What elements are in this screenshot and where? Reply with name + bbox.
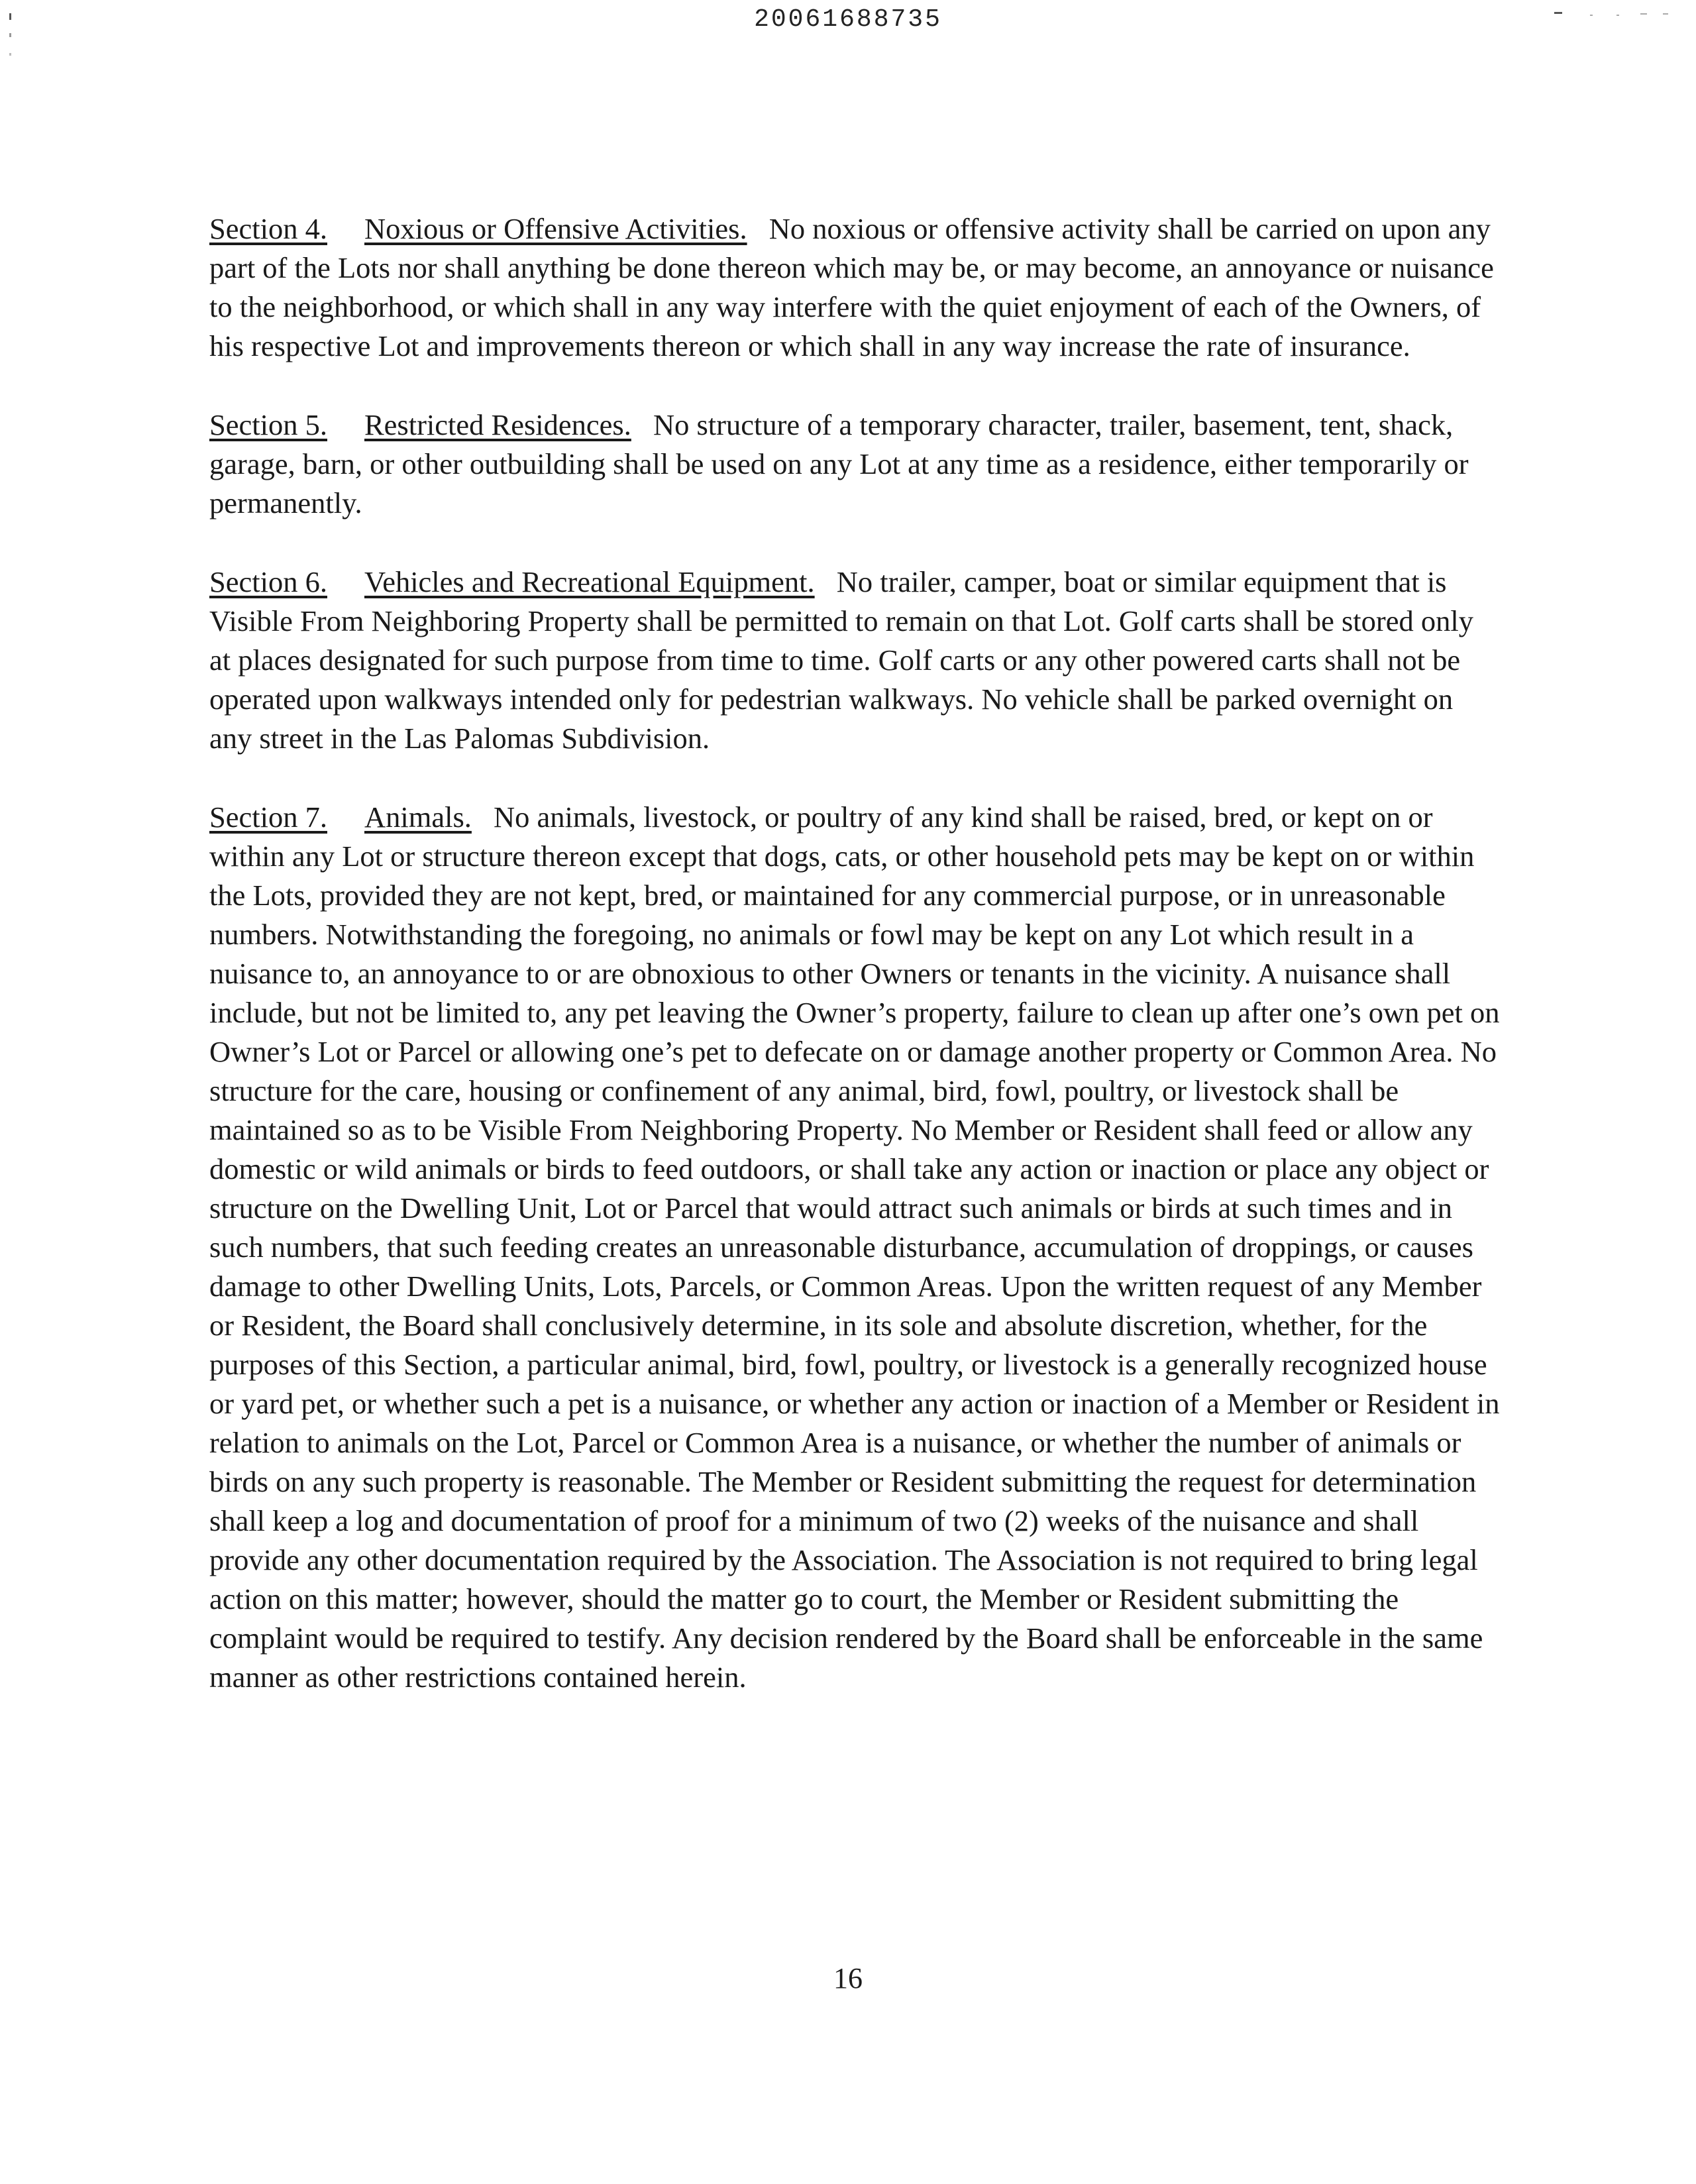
- scan-artifact: [9, 33, 11, 37]
- scan-artifact: [1554, 12, 1562, 14]
- document-number: 20061688735: [754, 5, 942, 34]
- section-number: Section 5.: [209, 408, 327, 441]
- scan-artifact: [9, 53, 11, 56]
- section-text: No structure of a temporary character, trailer, basement, tent, shack, garage, barn, or other outbuilding shall be used on any Lot at any time as a residence, either temporarily or permanently.: [209, 408, 1469, 519]
- document-body: [209, 209, 1501, 1737]
- section-text: No trailer, camper, boat or similar equipment that is Visible From Neighboring Property shall be permitted to remain on that Lot. Golf carts shall be stored only at places designated for such purpose from time to time. Golf carts or any other powered carts shall not be operated upon walkways intended only for pedestrian walkways. No vehicle shall be parked overnight on any street in the Las Palomas Subdivision.: [209, 565, 1473, 755]
- section-6: [209, 563, 1501, 758]
- section-number: Section 6.: [209, 565, 327, 598]
- section-title: Noxious or Offensive Activities.: [364, 212, 747, 245]
- scan-artifact: [1640, 13, 1647, 15]
- section-number: Section 7.: [209, 800, 327, 834]
- scan-artifact: [1663, 13, 1668, 15]
- section-text: No animals, livestock, or poultry of any kind shall be raised, bred, or kept on or within any Lot or structure thereon except that dogs, cats, or other household pets may be kept on or within the Lots, provided they are not kept, bred, or maintained for any commercial purpose, or in unreasonable numbers. Notwithstanding the foregoing, no animals or fowl may be kept on any Lot which result in a nuisance to, an annoyance to or are obnoxious to other Owners or tenants in the vicinity. A nuisance shall include, but not be limited to, any pet leaving the Owner’s property, failure to clean up after one’s own pet on Owner’s Lot or Parcel or allowing one’s pet to defecate on or damage another property or Common Area. No structure for the care, housing or confinement of any animal, bird, fowl, poultry, or livestock shall be maintained so as to be Visible From Neighboring Property. No Member or Resident shall feed or allow any domestic or wild animals or birds to feed outdoors, or shall take any action or inaction or place any object or structure on the Dwelling Unit, Lot or Parcel that would attract such animals or birds at such times and in such numbers, that such feeding creates an unreasonable disturbance, accumulation of droppings, or causes damage to other Dwelling Units, Lots, Parcels, or Common Areas. Upon the written request of any Member or Resident, the Board shall conclusively determine, in its sole and absolute discretion, whether, for the purposes of this Section, a particular animal, bird, fowl, poultry, or livestock is a generally recognized house or yard pet, or whether such a pet is a nuisance, or whether any action or inaction of a Member or Resident in relation to animals on the Lot, Parcel or Common Area is a nuisance, or whether the number of animals or birds on any such property is reasonable. The Member or Resident submitting the request for determination shall keep a log and documentation of proof for a minimum of two (2) weeks of the nuisance and shall provide any other documentation required by the Association. The Association is not required to bring legal action on this matter; however, should the matter go to court, the Member or Resident submitting the complaint would be required to testify. Any decision rendered by the Board shall be enforceable in the same manner as other restrictions contained herein.: [209, 800, 1500, 1694]
- section-title: Animals.: [364, 800, 472, 834]
- section-7: [209, 798, 1501, 1697]
- section-5: [209, 406, 1501, 523]
- scan-artifact: [9, 13, 11, 20]
- section-text: No noxious or offensive activity shall be carried on upon any part of the Lots nor shall anything be done thereon which may be, or may become, an annoyance or nuisance to the neighborhood, or which shall in any way interfere with the quiet enjoyment of each of the Owners, of his respective Lot and improvements thereon or which shall in any way increase the rate of insurance.: [209, 212, 1494, 362]
- section-4: [209, 209, 1501, 366]
- scan-artifact: [1616, 15, 1619, 16]
- section-title: Restricted Residences.: [364, 408, 631, 441]
- page-number: 16: [833, 1962, 863, 1994]
- section-title: Vehicles and Recreational Equipment.: [364, 565, 815, 598]
- section-number: Section 4.: [209, 212, 327, 245]
- scan-artifact: [1590, 15, 1593, 16]
